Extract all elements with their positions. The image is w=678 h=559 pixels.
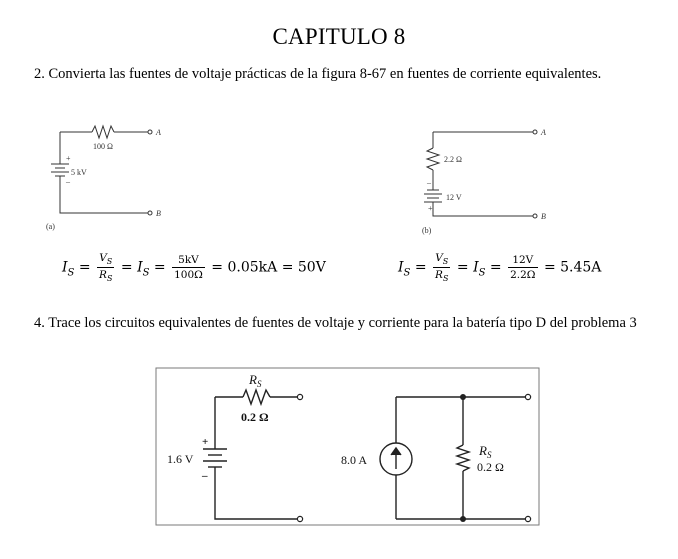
figure-b-circuit [420,118,560,240]
plus-sign: + [428,204,433,213]
terminal-a-label: A [156,128,161,137]
wire-left-lower [60,176,148,213]
source-label: 12 V [446,193,462,202]
minus-sign: – [427,178,431,187]
cs-terminal-top [525,394,530,399]
eq-lhs: I [62,259,68,276]
minus-sign: – [66,177,70,186]
rs-value: 0.2 Ω [241,410,269,424]
vs-plus-sign: + [202,436,209,448]
eq-mid: I [137,259,143,276]
terminal-a [148,130,152,134]
voltage-source-label: 1.6 V [167,452,194,466]
equation-a [62,252,326,286]
frac-den: R [99,269,107,282]
eq-mid-sub: S [142,267,150,279]
resistor-2-2-ohm-icon [427,148,439,170]
plus-sign: + [66,154,71,163]
eq-equals: = [414,259,427,276]
current-source-label: 8.0 A [341,453,368,467]
frac-num: V [435,252,443,264]
equation-b [398,252,601,286]
eq-result: = 0.05kA = 50V [211,259,326,276]
eq-lhs: I [398,259,404,276]
eq-equals-3: = [489,259,502,276]
rs-sub: S [256,379,262,389]
frac-num-sub: S [106,257,113,267]
problem-2-statement: 2. Convierta las fuentes de voltaje prácticas de la figura 8-67 en fuentes de corriente equivalentes. [34,66,602,82]
eq-lhs-sub: S [67,267,75,279]
eq-equals: = [78,259,91,276]
eq-lhs-sub: S [403,267,411,279]
eq-mid-sub: S [478,267,486,279]
wire-left-bottom [433,202,533,216]
vs-minus-sign: – [202,470,208,482]
frac-num: V [99,252,107,264]
rs-parallel-value: 0.2 Ω [477,460,504,474]
problem-4-statement: 4. Trace los circuitos equivalentes de fuentes de voltaje y corriente para la batería tipo D del problema 3 [34,315,637,331]
figure-a-circuit [40,118,190,236]
frac-den-sub: S [106,274,113,284]
fraction-vs-rs [97,252,114,283]
resistor-label: 2.2 Ω [444,155,462,164]
resistor-label: 100 Ω [93,142,113,151]
frac-value-den: 2.2Ω [510,269,536,282]
fraction-values [508,254,537,281]
terminal-a [533,130,537,134]
eq-equals-3: = [153,259,166,276]
rs-name: $R_S$ [249,372,262,389]
cs-terminal-bottom [525,516,530,521]
vs-terminal-top [297,394,302,399]
frac-den-sub: S [442,274,449,284]
terminal-b-label: B [541,212,546,221]
fraction-values [172,254,205,281]
figure-equivalent-circuits [155,367,541,527]
terminal-b [533,214,537,218]
figure-caption: (b) [422,226,432,235]
terminal-b [148,211,152,215]
frac-num-sub: S [442,257,449,267]
eq-mid: I [473,259,479,276]
junction-bottom [460,516,466,522]
eq-equals-2: = [456,259,469,276]
terminal-b-label: B [156,209,161,218]
source-label: 5 kV [71,168,87,177]
frac-value-den: 100Ω [174,269,203,282]
rs-parallel-sub: S [486,450,492,460]
frac-value-num: 12V [508,254,537,268]
frac-value-num: 5kV [172,254,205,268]
resistor-100-ohm-icon [92,126,114,138]
eq-result: = 5.45A [543,259,602,276]
eq-equals-2: = [120,259,133,276]
page-title: CAPITULO 8 [272,24,406,49]
terminal-a-label: A [541,128,546,137]
figure-caption: (a) [46,222,55,231]
vs-terminal-bottom [297,516,302,521]
fraction-vs-rs [433,252,450,283]
rs-parallel-name: $R_S$ [479,443,492,460]
junction-top [460,394,466,400]
frac-den: R [435,269,443,282]
